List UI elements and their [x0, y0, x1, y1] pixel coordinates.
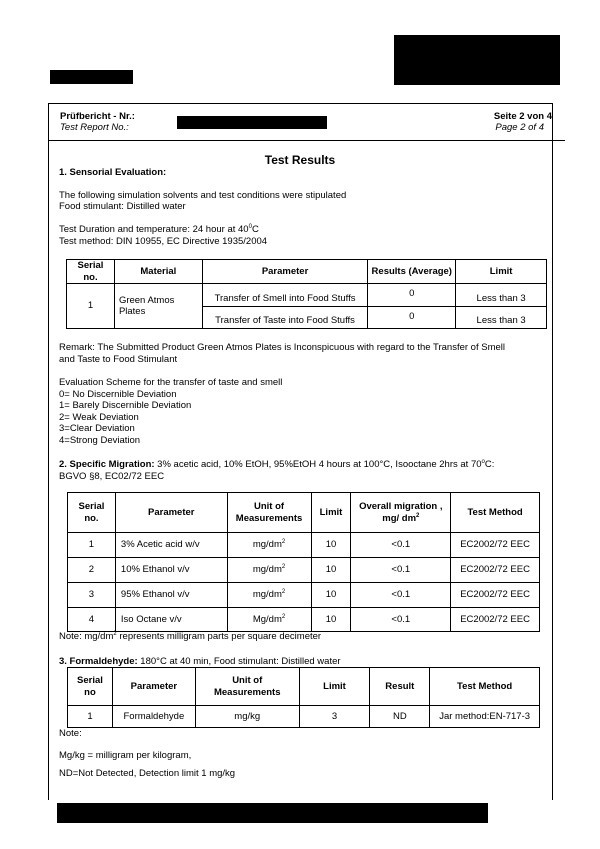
page-title: Test Results — [264, 153, 336, 167]
cell-serial: 3 — [68, 583, 116, 608]
s2-note-rest: represents milligram parts per square decimeter — [116, 631, 322, 642]
th-unit: Unit of Measurements — [195, 668, 299, 706]
section-2-heading: 2. Specific Migration: — [59, 459, 155, 470]
page-label-en: Page 2 of 4 — [495, 122, 544, 133]
cell-overall: <0.1 — [351, 608, 451, 632]
th-result: Result — [370, 668, 430, 706]
th-results: Results (Average) — [368, 260, 456, 284]
s1-line-2: Food stimulant: Distilled water — [59, 201, 186, 212]
cell-overall: <0.1 — [351, 558, 451, 583]
report-label-de: Prüfbericht - Nr.: — [60, 111, 135, 122]
s2-sup: o — [481, 458, 485, 465]
report-label-en: Test Report No.: — [60, 122, 129, 133]
th-serial: Serial no — [68, 668, 113, 706]
cell-overall: <0.1 — [351, 533, 451, 558]
scheme-item-4: 4=Strong Deviation — [59, 435, 141, 446]
s2-line-2: BGVO §8, EC02/72 EEC — [59, 471, 165, 482]
duration-text: Test Duration and temperature: 24 hour at 40 — [59, 224, 249, 235]
sensorial-table — [66, 259, 547, 329]
th-serial: Serial no. — [67, 260, 115, 284]
s3-note: Note: — [59, 728, 82, 739]
th-limit: Limit — [456, 260, 547, 284]
s1-duration — [59, 224, 259, 235]
th-material: Material — [114, 260, 202, 284]
cell-method: Jar method:EN-717-3 — [430, 706, 540, 728]
scheme-item-2: 2= Weak Deviation — [59, 412, 139, 423]
page-label-de: Seite 2 von 4 — [493, 111, 552, 122]
cell-parameter: 10% Ethanol v/v — [115, 558, 227, 583]
th-parameter: Parameter — [115, 493, 227, 533]
cell-unit: mg/kg — [195, 706, 299, 728]
cell-parameter: Iso Octane v/v — [115, 608, 227, 632]
section-3-heading: 3. Formaldehyde: — [59, 656, 138, 667]
scheme-item-1: 1= Barely Discernible Deviation — [59, 400, 192, 411]
cell-parameter: Transfer of Smell into Food Stuffs — [202, 284, 368, 307]
th-limit: Limit — [311, 493, 351, 533]
cell-serial: 4 — [68, 608, 116, 632]
th-parameter: Parameter — [202, 260, 368, 284]
cell-limit: 10 — [311, 533, 351, 558]
cell-method: EC2002/72 EEC — [451, 558, 540, 583]
th-serial: Serial no. — [68, 493, 116, 533]
s2-note-text: Note: mg/dm — [59, 631, 114, 642]
th-limit: Limit — [299, 668, 370, 706]
s1-method: Test method: DIN 10955, EC Directive 1935/2004 — [59, 236, 268, 247]
cell-unit: $mg/dm^2$ — [227, 533, 311, 558]
cell-unit: $mg/dm^2$ — [227, 583, 311, 608]
s2-text: 3% acetic acid, 10% EtOH, 95%EtOH 4 hours at 100°C, Isooctane 2hrs at 70 — [154, 459, 482, 470]
cell-parameter: Transfer of Taste into Food Stuffs — [202, 307, 368, 329]
s3-nd: ND=Not Detected, Detection limit 1 mg/kg — [59, 768, 236, 779]
table-row — [67, 284, 547, 307]
cell-limit: 10 — [311, 558, 351, 583]
cell-method: EC2002/72 EEC — [451, 533, 540, 558]
cell-serial: 1 — [68, 706, 113, 728]
section-2-intro — [59, 459, 494, 470]
s3-mgkg: Mg/kg = milligram per kilogram, — [59, 750, 192, 761]
cell-limit: Less than 3 — [456, 307, 547, 329]
cell-material: Green Atmos Plates — [114, 284, 202, 329]
scheme-item-0: 0= No Discernible Deviation — [59, 389, 177, 400]
table-row — [68, 706, 540, 728]
section-1-heading: 1. Sensorial Evaluation: — [59, 167, 167, 178]
cell-serial: 1 — [68, 533, 116, 558]
duration-unit: C — [251, 224, 259, 235]
cell-result: 0 — [368, 284, 456, 307]
cell-result: ND — [370, 706, 430, 728]
remark-line-1: Remark: The Submitted Product Green Atmos Plates is Inconspicuous with regard to the Transfer of Smell — [59, 342, 506, 353]
header-divider — [48, 140, 565, 141]
cell-method: EC2002/72 EEC — [451, 583, 540, 608]
cell-unit: $mg/dm^2$ — [227, 558, 311, 583]
migration-table — [67, 492, 540, 632]
cell-limit: 3 — [299, 706, 370, 728]
cell-parameter: Formaldehyde — [112, 706, 195, 728]
cell-unit: $Mg/dm^2$ — [227, 608, 311, 632]
table-row — [68, 533, 540, 558]
cell-method: EC2002/72 EEC — [451, 608, 540, 632]
s2-note — [59, 631, 321, 642]
cell-parameter: 95% Ethanol v/v — [115, 583, 227, 608]
scheme-item-3: 3=Clear Deviation — [59, 423, 135, 434]
cell-limit: 10 — [311, 583, 351, 608]
s2-text-end: C: — [484, 459, 495, 470]
table-row — [68, 608, 540, 632]
cell-serial: 2 — [68, 558, 116, 583]
th-method: Test Method — [430, 668, 540, 706]
formaldehyde-table — [67, 667, 540, 728]
th-parameter: Parameter — [112, 668, 195, 706]
table-row — [68, 558, 540, 583]
cell-limit: Less than 3 — [456, 284, 547, 307]
s2-note-sup: 2 — [113, 630, 117, 637]
duration-sup: 0 — [248, 223, 252, 230]
table-row — [68, 583, 540, 608]
th-unit: Unit of Measurements — [227, 493, 311, 533]
s1-line-1: The following simulation solvents and test conditions were stipulated — [59, 190, 347, 201]
cell-overall: <0.1 — [351, 583, 451, 608]
cell-limit: 10 — [311, 608, 351, 632]
th-method: Test Method — [451, 493, 540, 533]
s3-text: 180°C at 40 min, Food stimulant: Distilled water — [137, 656, 341, 667]
redaction-top-left — [50, 70, 133, 84]
redaction-top-right — [394, 35, 560, 85]
section-3-intro — [59, 656, 341, 667]
cell-result: 0 — [368, 307, 456, 329]
redaction-footer — [57, 803, 488, 823]
remark-line-2: and Taste to Food Stimulant — [59, 354, 178, 365]
cell-parameter: 3% Acetic acid w/v — [115, 533, 227, 558]
th-overall: Overall migration , mg/ $dm^2$ — [351, 493, 451, 533]
cell-serial: 1 — [67, 284, 115, 329]
scheme-title: Evaluation Scheme for the transfer of taste and smell — [59, 377, 283, 388]
